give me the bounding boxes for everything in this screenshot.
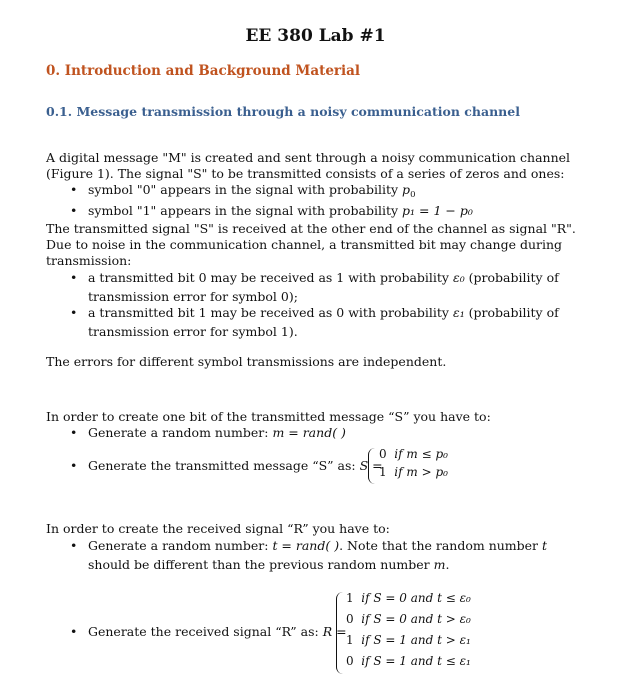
math-m-rand: m = rand( ): [272, 425, 346, 440]
r-case-row: 0 if S = 0 and t > ε₀: [346, 612, 471, 626]
intro-line-2: (Figure 1). The signal "S" to be transmitted consists of a series of zeros and ones:: [46, 166, 565, 181]
brace-r: [336, 592, 343, 674]
intro-line-6: The errors for different symbol transmissions are independent.: [46, 354, 447, 369]
math-r-lhs: R =: [322, 624, 347, 639]
bullet-text: symbol "0" appears in the signal with probability: [88, 182, 403, 197]
list-item: [88, 203, 473, 218]
intro-line-1: A digital message "M" is created and sent through a noisy communication channel: [46, 150, 571, 165]
list-item-cont: transmission error for symbol 1).: [88, 324, 298, 339]
list-item: • Generate a random number: t = rand( ). Note that the random number t: [88, 538, 547, 553]
list-item: [88, 182, 415, 200]
math-eps1: ε₁: [452, 305, 465, 320]
create-s-intro: In order to create one bit of the transmitted message “S” you have to:: [46, 409, 491, 424]
bullet-text: symbol "1" appears in the signal with probability: [88, 203, 403, 218]
math-p1: p₁ = 1 − p₀: [402, 203, 473, 218]
r-case-row: 1 if S = 1 and t > ε₁: [346, 633, 471, 647]
list-item: • Generate the transmitted message “S” as: S =: [88, 458, 383, 473]
r-case-row: 1 if S = 0 and t ≤ ε₀: [346, 591, 471, 605]
list-item: • Generate a random number: m = rand( ): [88, 425, 346, 440]
intro-line-4: Due to noise in the communication channel, a transmitted bit may change during: [46, 237, 563, 252]
math-p0: $p_0$: [402, 182, 416, 200]
section-heading-0: 0. Introduction and Background Material: [46, 63, 361, 79]
page-title: EE 380 Lab #1: [245, 26, 386, 46]
s-case-row: 0 if m ≤ p₀: [379, 447, 448, 461]
intro-line-3: The transmitted signal "S" is received at the other end of the channel as signal "R".: [46, 221, 576, 236]
section-heading-0-1: 0.1. Message transmission through a noisy communication channel: [46, 104, 520, 119]
list-item-cont: should be different than the previous random number m.: [88, 557, 450, 572]
list-item: • a transmitted bit 1 may be received as 0 with probability ε₁ (probability of: [88, 305, 559, 320]
s-case-row: 1 if m > p₀: [379, 465, 448, 479]
intro-line-5: transmission:: [46, 253, 132, 268]
math-s-lhs: S =: [359, 458, 383, 473]
list-item-cont: transmission error for symbol 0);: [88, 289, 298, 304]
create-r-intro: In order to create the received signal “R” you have to:: [46, 521, 390, 536]
brace-s: [368, 448, 375, 484]
list-item: • a transmitted bit 0 may be received as 1 with probability ε₀ (probability of: [88, 270, 559, 285]
math-eps0: ε₀: [452, 270, 465, 285]
math-t-rand: t = rand( ): [272, 538, 340, 553]
list-item: • Generate the received signal “R” as: R =: [88, 624, 347, 639]
r-case-row: 0 if S = 1 and t ≤ ε₁: [346, 654, 471, 668]
